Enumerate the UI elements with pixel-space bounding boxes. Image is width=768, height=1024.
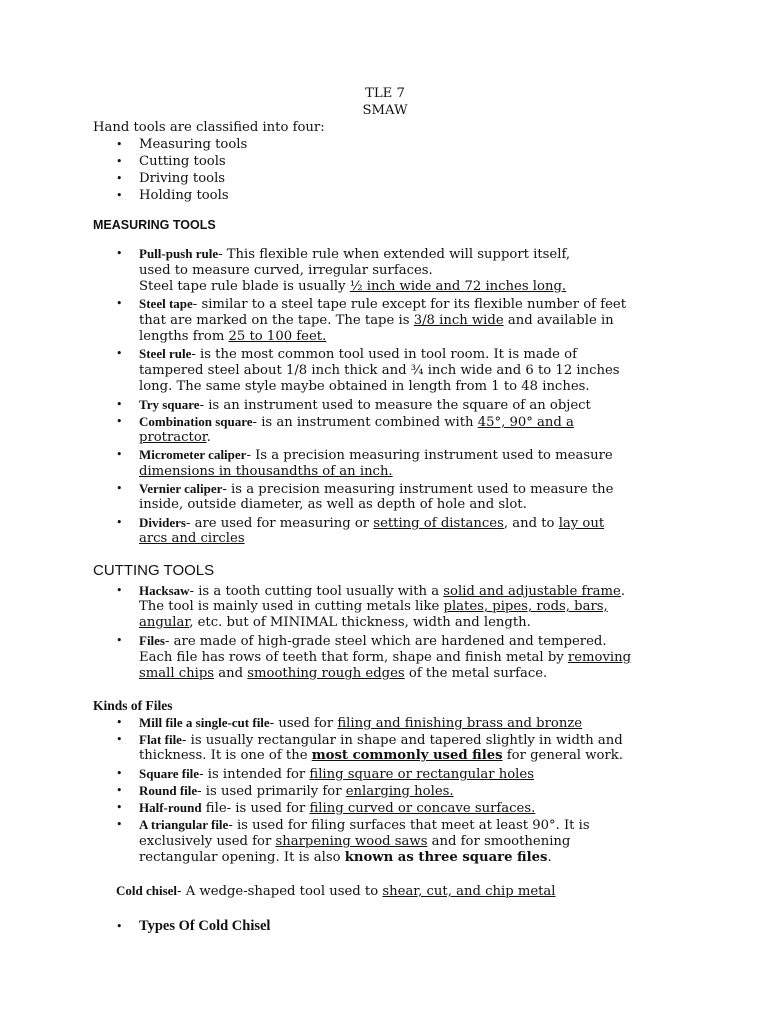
text: - are made of high-grade steel which are hardened and tempered. xyxy=(165,634,607,649)
underlined-text: setting of distances xyxy=(373,516,504,531)
text: Steel tape rule blade is usually xyxy=(139,279,350,294)
text: . xyxy=(620,584,626,599)
text: - is used primarily for xyxy=(197,784,346,799)
text-line xyxy=(139,279,679,296)
text: The tool is mainly used in cutting metals like xyxy=(139,599,444,614)
text: - is usually rectangular in shape and tapered slightly in width and xyxy=(181,733,623,748)
underlined-text: enlarging holes. xyxy=(345,784,454,799)
bullet: • xyxy=(116,247,123,260)
term: Mill file a single-cut file xyxy=(139,715,270,730)
bullet: • xyxy=(116,516,123,529)
text-line xyxy=(139,464,679,481)
cold-chisel-line xyxy=(116,883,556,901)
bullet: • xyxy=(116,818,123,831)
intro-text: Hand tools are classified into four: xyxy=(93,120,325,135)
section-heading-measuring: MEASURING TOOLS xyxy=(93,218,216,232)
text-line xyxy=(139,834,679,851)
term: Pull-push rule xyxy=(139,246,219,261)
list-item xyxy=(139,817,679,835)
bullet: • xyxy=(116,138,123,151)
text: and xyxy=(214,666,248,681)
text: Each file has rows of teeth that form, shape and finish metal by xyxy=(139,650,568,665)
list-item: Driving tools xyxy=(139,171,226,186)
bullet: • xyxy=(116,767,123,780)
term: Half-round xyxy=(139,800,202,815)
underlined-text: dimensions in thousandths of an inch. xyxy=(139,464,393,479)
underlined-text: small chips xyxy=(139,666,215,681)
text: that are marked on the tape. The tape is xyxy=(139,313,414,328)
term: Vernier caliper xyxy=(139,481,223,496)
term: Cold chisel xyxy=(116,883,178,898)
text-line xyxy=(139,615,679,632)
text-line: used to measure curved, irregular surfaces. xyxy=(139,263,433,278)
bullet: • xyxy=(116,172,123,185)
text: - is used for filing surfaces that meet at least 90°. It is xyxy=(228,818,590,833)
bullet: • xyxy=(116,784,123,797)
bold-underlined-text: most commonly used files xyxy=(311,748,503,763)
underlined-text: filing and finishing brass and bronze xyxy=(337,716,583,731)
text-line xyxy=(139,313,679,330)
text: - is a precision measuring instrument used to measure the xyxy=(222,482,614,497)
list-item xyxy=(139,783,679,801)
list-item: Cutting tools xyxy=(139,154,226,169)
bold-text: known as three square files xyxy=(344,850,548,865)
text: - Is a precision measuring instrument used to measure xyxy=(246,448,613,463)
underlined-text: arcs and circles xyxy=(139,531,245,546)
text: , and to xyxy=(503,516,559,531)
list-item xyxy=(139,397,679,415)
list-item xyxy=(139,633,679,651)
bullet: • xyxy=(116,448,123,461)
term: Files xyxy=(139,633,165,648)
text-line xyxy=(139,850,679,867)
text-line xyxy=(139,531,679,548)
bullet: • xyxy=(116,634,123,647)
bullet: • xyxy=(116,733,123,746)
text: file- is used for xyxy=(201,801,310,816)
text-line: long. The same style maybe obtained in length from 1 to 48 inches. xyxy=(139,379,590,394)
term: Combination square xyxy=(139,414,253,429)
text: - is the most common tool used in tool room. It is made of xyxy=(191,347,577,362)
text: - A wedge-shaped tool used to xyxy=(177,884,383,899)
underlined-text: 45°, 90° and a xyxy=(477,415,574,430)
bullet: • xyxy=(116,801,123,814)
list-item xyxy=(139,246,679,264)
list-item: Holding tools xyxy=(139,188,229,203)
text: of the metal surface. xyxy=(404,666,548,681)
text: thickness. It is one of the xyxy=(139,748,312,763)
text-line: tampered steel about 1/8 inch thick and ¾ inch wide and 6 to 12 inches xyxy=(139,363,620,378)
bullet: • xyxy=(116,297,123,310)
list-item: Measuring tools xyxy=(139,137,248,152)
text: exclusively used for xyxy=(139,834,276,849)
text: - used for xyxy=(269,716,338,731)
bullet: • xyxy=(116,155,123,168)
section-heading-kinds-of-files: Kinds of Files xyxy=(93,698,173,713)
term: Square file xyxy=(139,766,200,781)
doc-title-smaw: SMAW xyxy=(362,103,408,118)
underlined-text: protractor xyxy=(139,430,207,445)
bullet: • xyxy=(116,584,123,597)
text-line xyxy=(139,599,679,616)
list-item xyxy=(139,715,679,733)
text: - similar to a steel tape rule except for its flexible number of feet xyxy=(192,297,627,312)
text: and for smoothening xyxy=(427,834,571,849)
bullet: • xyxy=(116,920,123,933)
underlined-text: lay out xyxy=(558,516,605,531)
term: Dividers xyxy=(139,515,186,530)
text: - is a tooth cutting tool usually with a xyxy=(189,584,444,599)
underlined-text: 3/8 inch wide xyxy=(413,313,504,328)
list-item xyxy=(139,800,679,818)
underlined-text: shear, cut, and chip metal xyxy=(382,884,556,899)
underlined-text: sharpening wood saws xyxy=(275,834,428,849)
underlined-text: 25 to 100 feet. xyxy=(228,329,327,344)
list-item xyxy=(139,346,679,364)
underlined-text: filing curved or concave surfaces. xyxy=(309,801,536,816)
term: Hacksaw xyxy=(139,583,190,598)
text: - is an instrument combined with xyxy=(252,415,478,430)
text: for general work. xyxy=(502,748,623,763)
term: A triangular file xyxy=(139,817,229,832)
text: - are used for measuring or xyxy=(185,516,374,531)
underlined-text: removing xyxy=(567,650,632,665)
bullet: • xyxy=(116,347,123,360)
underlined-text: ½ inch wide and 72 inches long. xyxy=(349,279,567,294)
text: lengths from xyxy=(139,329,229,344)
text: - is intended for xyxy=(199,767,310,782)
bullet: • xyxy=(116,482,123,495)
term: Round file xyxy=(139,783,198,798)
text-line xyxy=(139,650,679,667)
bullet: • xyxy=(116,716,123,729)
term: Steel rule xyxy=(139,346,192,361)
bullet: • xyxy=(116,398,123,411)
term: Steel tape xyxy=(139,296,193,311)
text: - This flexible rule when extended will support itself, xyxy=(218,247,571,262)
text: - is an instrument used to measure the square of an object xyxy=(199,398,591,413)
text: . xyxy=(206,430,211,445)
list-item xyxy=(139,296,679,314)
text-line: inside, outside diameter, as well as depth of hole and slot. xyxy=(139,497,527,512)
text-line xyxy=(139,329,679,346)
list-item xyxy=(139,766,679,784)
text-line xyxy=(139,748,679,765)
bullet: • xyxy=(116,415,123,428)
underlined-text: plates, pipes, rods, bars, xyxy=(443,599,608,614)
term: Micrometer caliper xyxy=(139,447,247,462)
section-heading-cutting: CUTTING TOOLS xyxy=(93,562,215,579)
text: , etc. but of MINIMAL thickness, width and length. xyxy=(189,615,531,630)
doc-title-tle: TLE 7 xyxy=(365,86,405,101)
bullet: • xyxy=(116,189,123,202)
term: Try square xyxy=(139,397,200,412)
text: . xyxy=(547,850,552,865)
underlined-text: angular xyxy=(139,615,190,630)
types-of-cold-chisel-heading: Types Of Cold Chisel xyxy=(139,918,271,934)
text: rectangular opening. It is also xyxy=(139,850,345,865)
text-line xyxy=(139,666,679,683)
underlined-text: filing square or rectangular holes xyxy=(309,767,534,782)
text-line xyxy=(139,430,679,447)
underlined-text: solid and adjustable frame xyxy=(443,584,621,599)
text: and available in xyxy=(503,313,614,328)
list-item xyxy=(139,447,679,465)
term: Flat file xyxy=(139,732,182,747)
underlined-text: smoothing rough edges xyxy=(247,666,405,681)
